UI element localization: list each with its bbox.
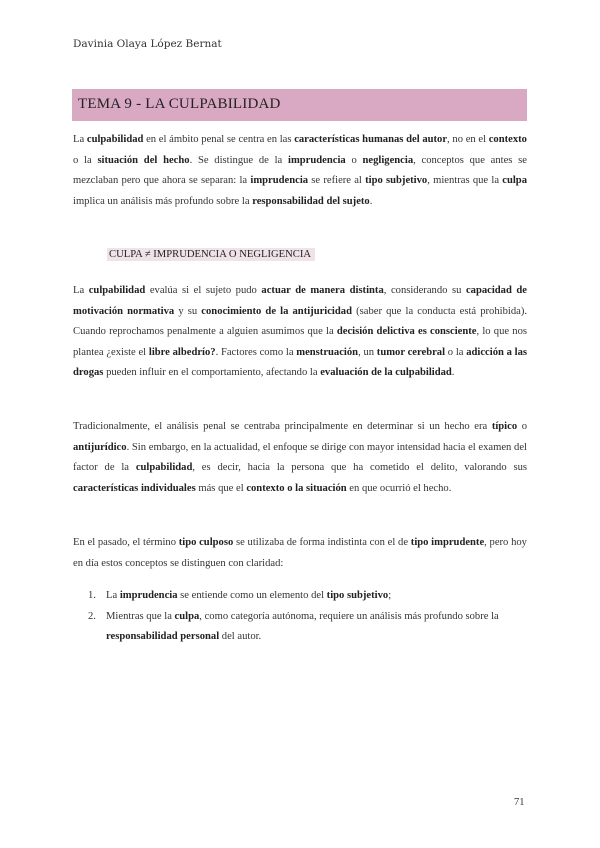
- list-item-text: [106, 586, 528, 607]
- bold-term: tipo imprudente: [410, 537, 485, 548]
- bold-term: imprudencia: [250, 175, 309, 187]
- text-run: Mientras que la: [106, 610, 175, 622]
- paragraph-2: [73, 281, 527, 384]
- bold-term: imprudencia: [119, 590, 178, 601]
- bold-term: capacidad de motivación normativa: [73, 285, 528, 317]
- paragraph-1: [73, 130, 527, 212]
- bold-term: negligencia: [362, 154, 414, 166]
- bold-term: adicción a las drogas: [73, 346, 528, 379]
- text-run: , mientras que la: [427, 175, 503, 187]
- bold-term: características individuales: [73, 482, 196, 494]
- text-run: La: [106, 590, 120, 601]
- text-run: , conceptos que antes se mezclaban pero que ahora se separan: la: [73, 154, 527, 187]
- text-run: en el ámbito penal se centra en las: [143, 134, 295, 145]
- bold-term: evaluación de la culpabilidad: [320, 367, 452, 379]
- chapter-title-band: [72, 89, 527, 121]
- bold-term: actuar de manera distinta: [261, 285, 384, 296]
- bold-term: libre albedrío?: [148, 346, 216, 358]
- text-run: , pero hoy en día estos conceptos se distinguen con claridad:: [73, 537, 527, 569]
- text-run: se entiende como un elemento del: [177, 590, 327, 601]
- text-run: Tradicionalmente, el análisis penal se centraba principalmente en determinar si un hecho era: [73, 421, 492, 432]
- page-number: 71: [514, 797, 525, 808]
- paragraph-3: [73, 417, 527, 499]
- paragraph-4: [73, 533, 527, 574]
- list-item-text: [106, 607, 528, 648]
- bold-term: decisión delictiva es consciente: [336, 326, 477, 338]
- page-header-author: Davinia Olaya López Bernat: [73, 38, 222, 50]
- bold-term: culpabilidad: [135, 462, 193, 474]
- bold-term: tipo culposo: [178, 537, 234, 548]
- text-run: La: [73, 285, 89, 296]
- text-run: , un: [358, 346, 377, 358]
- text-run: o la: [445, 346, 467, 358]
- text-run: . Se distingue de la: [189, 154, 289, 166]
- text-run: . Factores como la: [215, 346, 297, 358]
- text-run: La: [73, 134, 87, 145]
- text-run: evalúa si el sujeto pudo: [145, 285, 262, 296]
- list-item: [88, 586, 528, 607]
- text-run: o la: [73, 154, 98, 166]
- bold-term: responsabilidad del sujeto: [252, 195, 370, 207]
- text-run: o: [517, 421, 527, 432]
- text-run: En el pasado, el término: [73, 537, 179, 548]
- text-run: o: [345, 154, 363, 166]
- bold-term: responsabilidad personal: [106, 631, 220, 643]
- bold-term: menstruación: [296, 346, 359, 358]
- text-run: se refiere al: [308, 175, 366, 187]
- bold-term: tumor cerebral: [376, 346, 446, 358]
- text-run: más que el: [195, 482, 247, 494]
- list-item-number: 1.: [88, 590, 96, 601]
- text-run: y su: [174, 305, 202, 317]
- bold-term: culpa: [502, 175, 527, 187]
- text-run: .: [451, 367, 455, 379]
- section-subheading: CULPA ≠ IMPRUDENCIA O NEGLIGENCIA: [107, 248, 315, 261]
- bold-term: culpabilidad: [88, 285, 146, 296]
- chapter-title: TEMA 9 - LA CULPABILIDAD: [78, 96, 281, 112]
- bold-term: antijurídico: [73, 441, 127, 453]
- list-item-number: 2.: [88, 610, 96, 622]
- bold-term: características humanas del autor: [294, 134, 448, 145]
- bold-term: imprudencia: [288, 154, 346, 166]
- list-item: [88, 607, 528, 648]
- text-run: del autor.: [219, 631, 262, 643]
- text-run: se utilizaba de forma indistinta con el de: [233, 537, 411, 548]
- text-run: ;: [388, 590, 392, 601]
- bold-term: típico: [491, 421, 518, 432]
- bold-term: situación del hecho: [97, 154, 190, 166]
- bold-term: culpabilidad: [86, 134, 144, 145]
- numbered-list: [88, 586, 528, 648]
- text-run: pueden influir en el comportamiento, afectando la: [103, 367, 321, 379]
- text-run: implica un análisis más profundo sobre la: [73, 195, 253, 207]
- text-run: , es decir, hacia la persona que ha cometido el delito, valorando sus: [192, 462, 528, 474]
- bold-term: tipo subjetivo: [326, 590, 389, 601]
- bold-term: tipo subjetivo: [365, 175, 428, 187]
- text-run: (saber que la conducta está prohibida). Cuando reprochamos penalmente a alguien asumimos que la: [73, 305, 527, 338]
- bold-term: culpa: [174, 610, 200, 622]
- bold-term: conocimiento de la antijuricidad: [201, 305, 352, 317]
- text-run: , lo que nos plantea ¿existe el: [73, 326, 527, 358]
- text-run: . Sin embargo, en la actualidad, el enfoque se dirige con mayor intensidad hacia el examen del factor de la: [73, 441, 527, 474]
- text-run: , considerando su: [383, 285, 466, 296]
- bold-term: contexto o la situación: [246, 482, 347, 494]
- text-run: , no en el: [447, 134, 489, 145]
- text-run: .: [369, 195, 373, 207]
- text-run: en que ocurrió el hecho.: [346, 482, 452, 494]
- text-run: , como categoría autónoma, requiere un análisis más profundo sobre la: [199, 610, 499, 622]
- bold-term: contexto: [488, 134, 527, 145]
